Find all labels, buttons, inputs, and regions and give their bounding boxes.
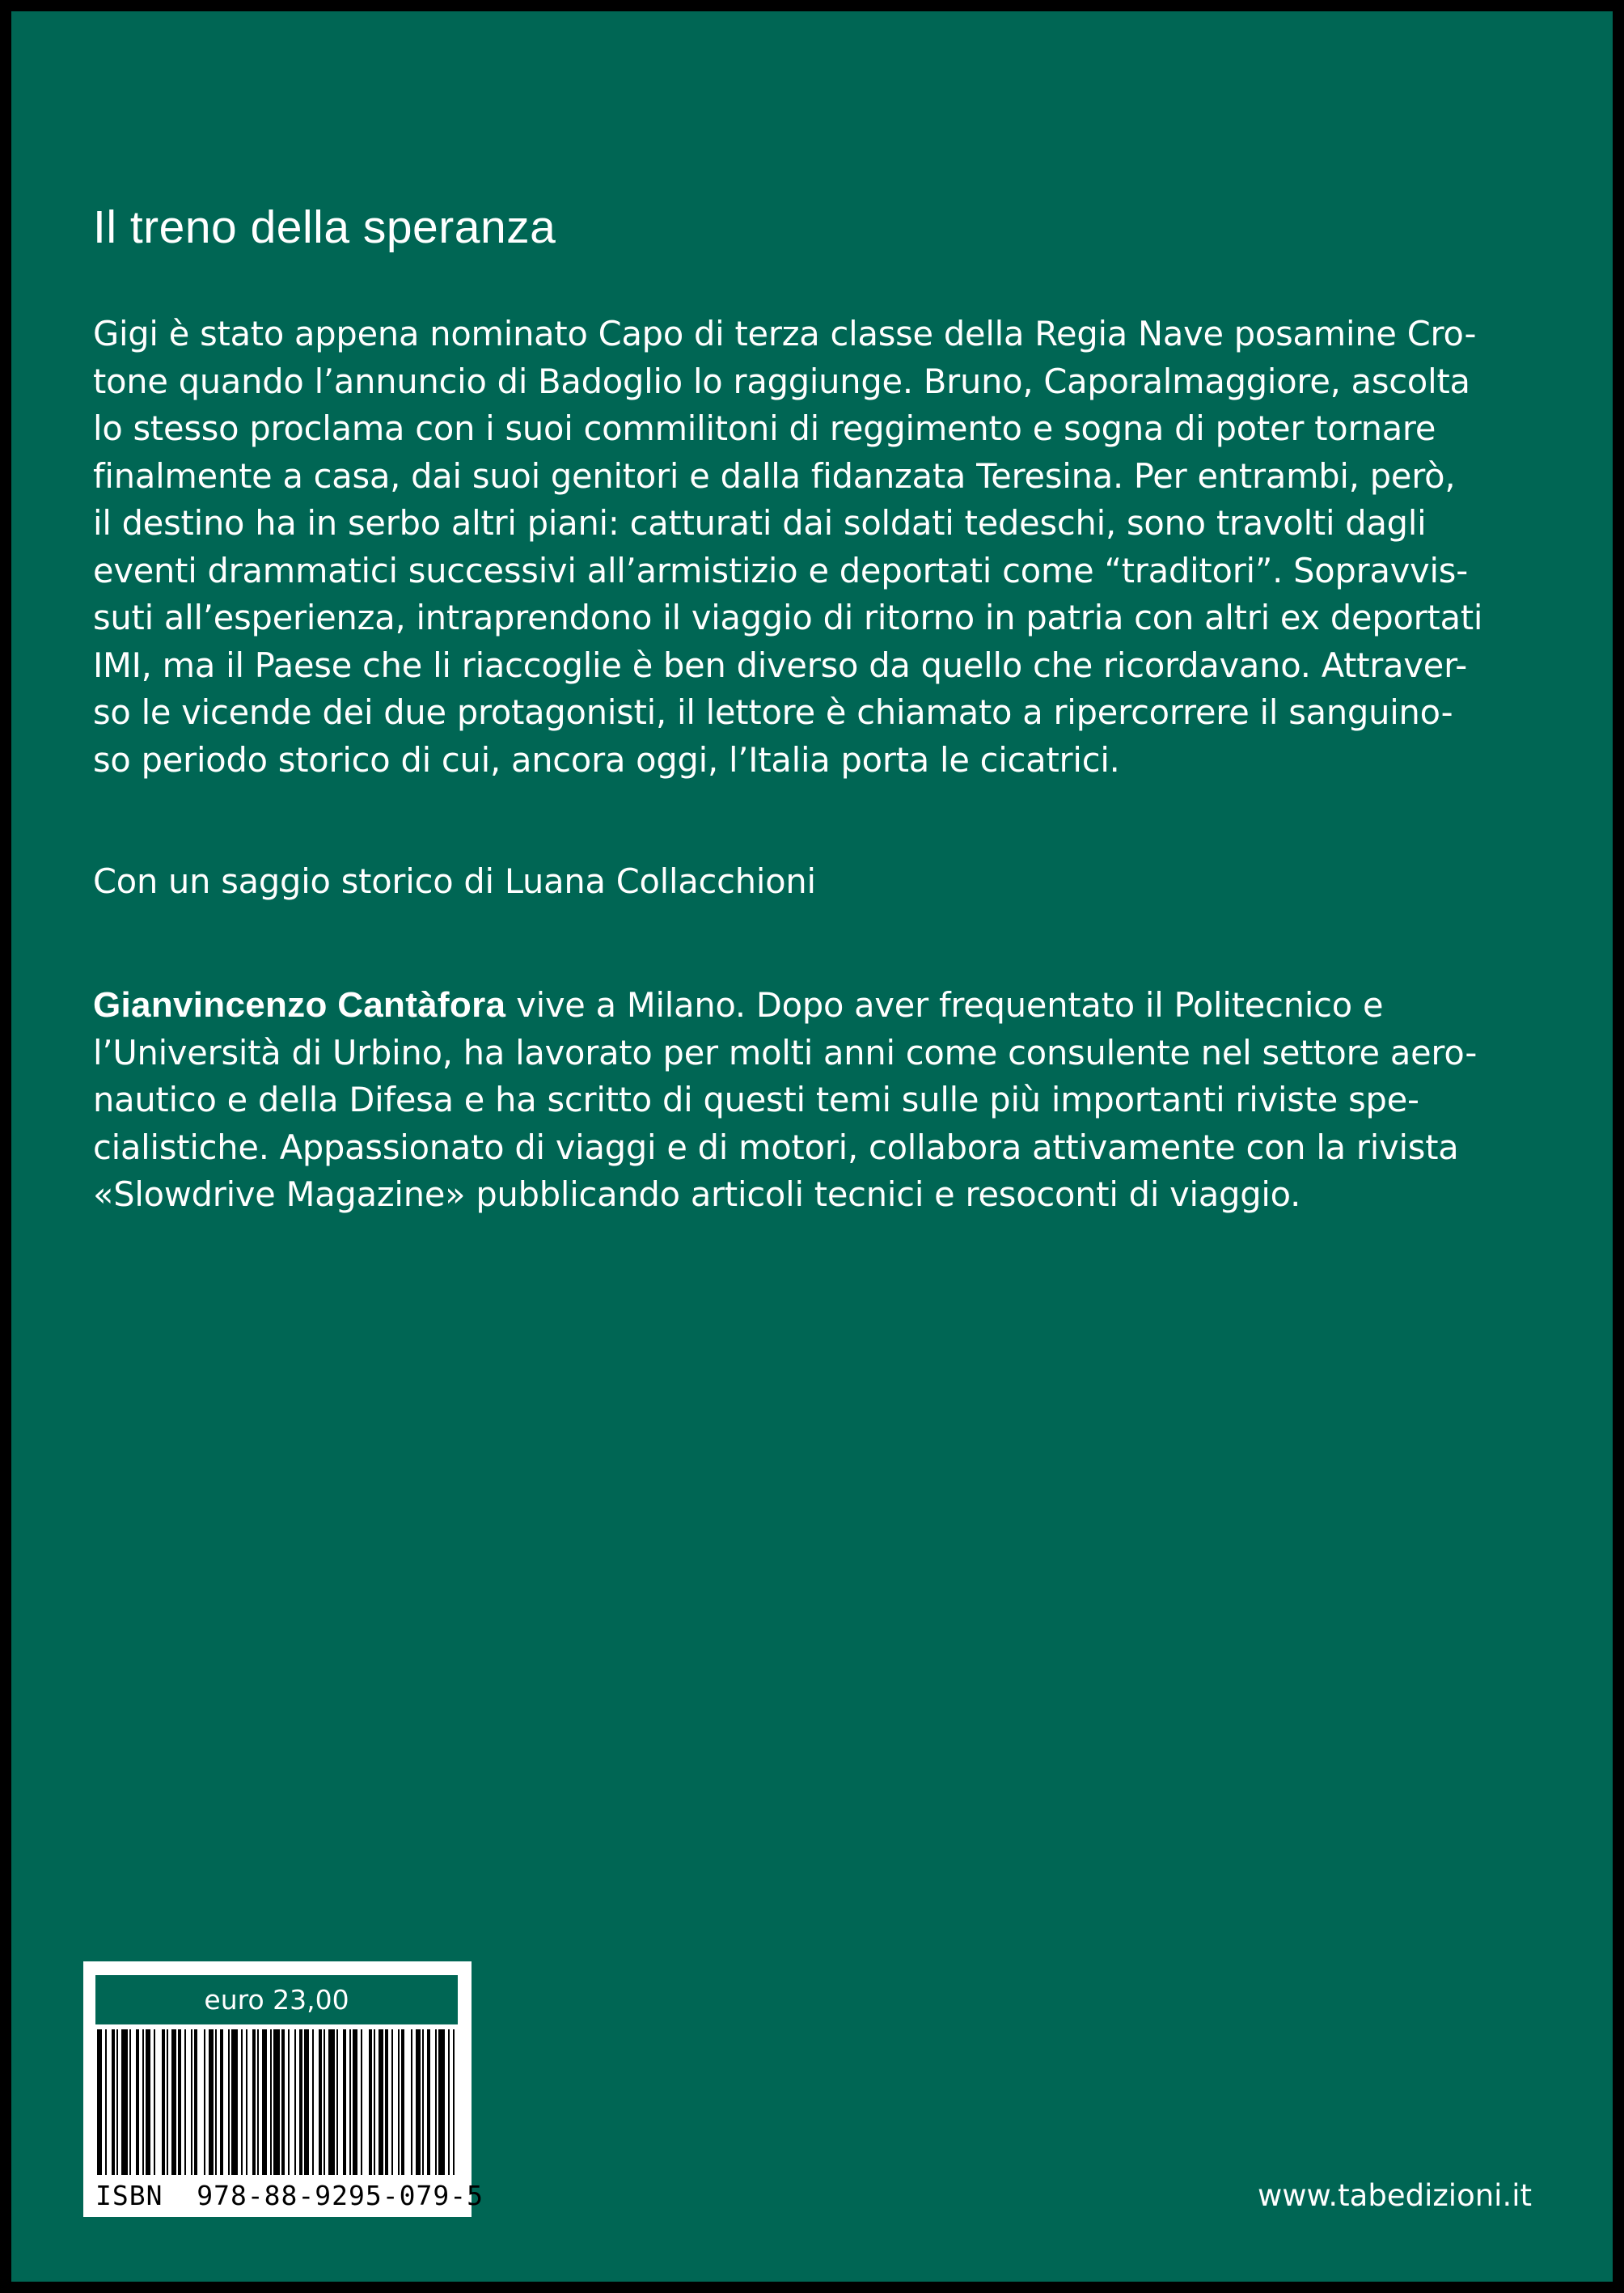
barcode-bar: [167, 2029, 168, 2175]
barcode-bar: [294, 2029, 296, 2175]
isbn-number: ISBN 978-88-9295-079-5: [95, 2180, 484, 2211]
barcode-bar: [416, 2029, 421, 2175]
bio-line: nautico e della Difesa e ha scritto di questi temi sulle più importanti riviste spe-: [93, 1080, 1419, 1119]
barcode-bar: [328, 2029, 335, 2175]
barcode-bar: [184, 2029, 186, 2175]
barcode-bar: [427, 2029, 430, 2175]
barcode-bar: [349, 2029, 351, 2175]
barcode-bar: [262, 2029, 267, 2175]
synopsis-line: IMI, ma il Paese che li riaccoglie è ben diverso da quello che ricordavano. Attraver-: [93, 645, 1468, 685]
barcode-bar: [220, 2029, 223, 2175]
barcode-bar: [304, 2029, 309, 2175]
author-name: Gianvincenzo Cantàfora: [93, 985, 506, 1025]
barcode-bar: [273, 2029, 280, 2175]
book-title: Il treno della speranza: [93, 201, 556, 253]
bio-line: [93, 982, 1541, 1030]
barcode-bar: [171, 2029, 176, 2175]
price-label: euro 23,00: [95, 1975, 458, 2024]
barcode-bar: [105, 2029, 107, 2175]
barcode-bar: [270, 2029, 272, 2175]
synopsis-line: lo stesso proclama con i suoi commilitoni di reggimento e sogna di poter tornare: [93, 408, 1436, 448]
barcode-bar: [215, 2029, 217, 2175]
barcode-bar: [231, 2029, 238, 2175]
barcode-bar: [336, 2029, 338, 2175]
barcode-bar: [191, 2029, 192, 2175]
essay-note: [93, 858, 1541, 906]
barcode-bar: [319, 2029, 322, 2175]
barcode-bar: [369, 2029, 372, 2175]
barcode-bar: [281, 2029, 285, 2175]
barcode-bar: [146, 2029, 150, 2175]
barcode-bar: [241, 2029, 243, 2175]
barcode-bar: [154, 2029, 155, 2175]
barcode-bar: [353, 2029, 357, 2175]
barcode-bars: [95, 2029, 458, 2175]
barcode-bar: [228, 2029, 230, 2175]
bio-line: «Slowdrive Magazine» pubblicando articoli tecnici e resoconti di viaggio.: [93, 1174, 1301, 1214]
synopsis-line: Gigi è stato appena nominato Capo di terza classe della Regia Nave posamine Cro-: [93, 314, 1477, 353]
barcode-bar: [374, 2029, 375, 2175]
barcode-bar: [142, 2029, 144, 2175]
barcode-bar: [448, 2029, 450, 2175]
barcode-bar: [391, 2029, 393, 2175]
barcode-bar: [252, 2029, 256, 2175]
barcode-bar: [97, 2029, 102, 2175]
barcode-bar: [435, 2029, 437, 2175]
barcode-bar: [129, 2029, 131, 2175]
barcode-bar: [379, 2029, 383, 2175]
barcode-bar: [112, 2029, 115, 2175]
barcode-bar: [398, 2029, 400, 2175]
synopsis-line: tone quando l’annuncio di Badoglio lo raggiunge. Bruno, Caporalmaggiore, ascolta: [93, 361, 1470, 401]
author-bio: [93, 982, 1541, 1219]
bio-line: l’Università di Urbino, ha lavorato per molti anni come consulente nel settore aero-: [93, 1032, 1478, 1072]
barcode-bar: [411, 2029, 412, 2175]
barcode-bar: [246, 2029, 247, 2175]
barcode-bar: [438, 2029, 445, 2175]
publisher-website: www.tabedizioni.it: [1258, 2178, 1532, 2213]
barcode-box: [83, 1961, 484, 2217]
barcode-bar: [312, 2029, 314, 2175]
barcode-bar: [209, 2029, 214, 2175]
barcode-bar: [194, 2029, 197, 2175]
barcode-bar: [288, 2029, 290, 2175]
barcode-bar: [162, 2029, 165, 2175]
synopsis-line: so le vicende dei due protagonisti, il lettore è chiamato a ripercorrere il sanguino-: [93, 692, 1453, 732]
barcode-bar: [299, 2029, 302, 2175]
synopsis-line: eventi drammatici successivi all’armistizio e deportati come “traditori”. Sopravvis-: [93, 550, 1468, 590]
barcode-bar: [361, 2029, 362, 2175]
synopsis-line: suti all’esperienza, intraprendono il viaggio di ritorno in patria con altri ex deportati: [93, 598, 1483, 637]
essay-note-text: Con un saggio storico di Luana Collacchioni: [93, 861, 816, 901]
bio-first-line-text: vive a Milano. Dopo aver frequentato il Politecnico e: [505, 985, 1384, 1025]
synopsis: [93, 311, 1541, 784]
barcode-bar: [422, 2029, 424, 2175]
barcode-bar: [401, 2029, 404, 2175]
barcode-bar: [136, 2029, 139, 2175]
synopsis-line: finalmente a casa, dai suoi genitori e dalla fidanzata Teresina. Per entrambi, però,: [93, 455, 1456, 496]
synopsis-line: so periodo storico di cui, ancora oggi, l’Italia porta le cicatrici.: [93, 739, 1120, 780]
barcode-bar: [121, 2029, 128, 2175]
bio-line: cialistiche. Appassionato di viaggi e di motori, collabora attivamente con la rivista: [93, 1127, 1459, 1167]
barcode-bar: [178, 2029, 181, 2175]
synopsis-line: il destino ha in serbo altri piani: catturati dai soldati tedeschi, sono travolti dagli: [93, 503, 1427, 543]
barcode-bar: [257, 2029, 259, 2175]
barcode-bar: [385, 2029, 388, 2175]
barcode-bar: [343, 2029, 346, 2175]
barcode-bar: [204, 2029, 205, 2175]
barcode-graphic: [95, 2029, 458, 2175]
barcode-bar: [116, 2029, 118, 2175]
barcode-bar: [324, 2029, 325, 2175]
barcode-bar: [453, 2029, 455, 2175]
back-cover: [11, 11, 1613, 2282]
